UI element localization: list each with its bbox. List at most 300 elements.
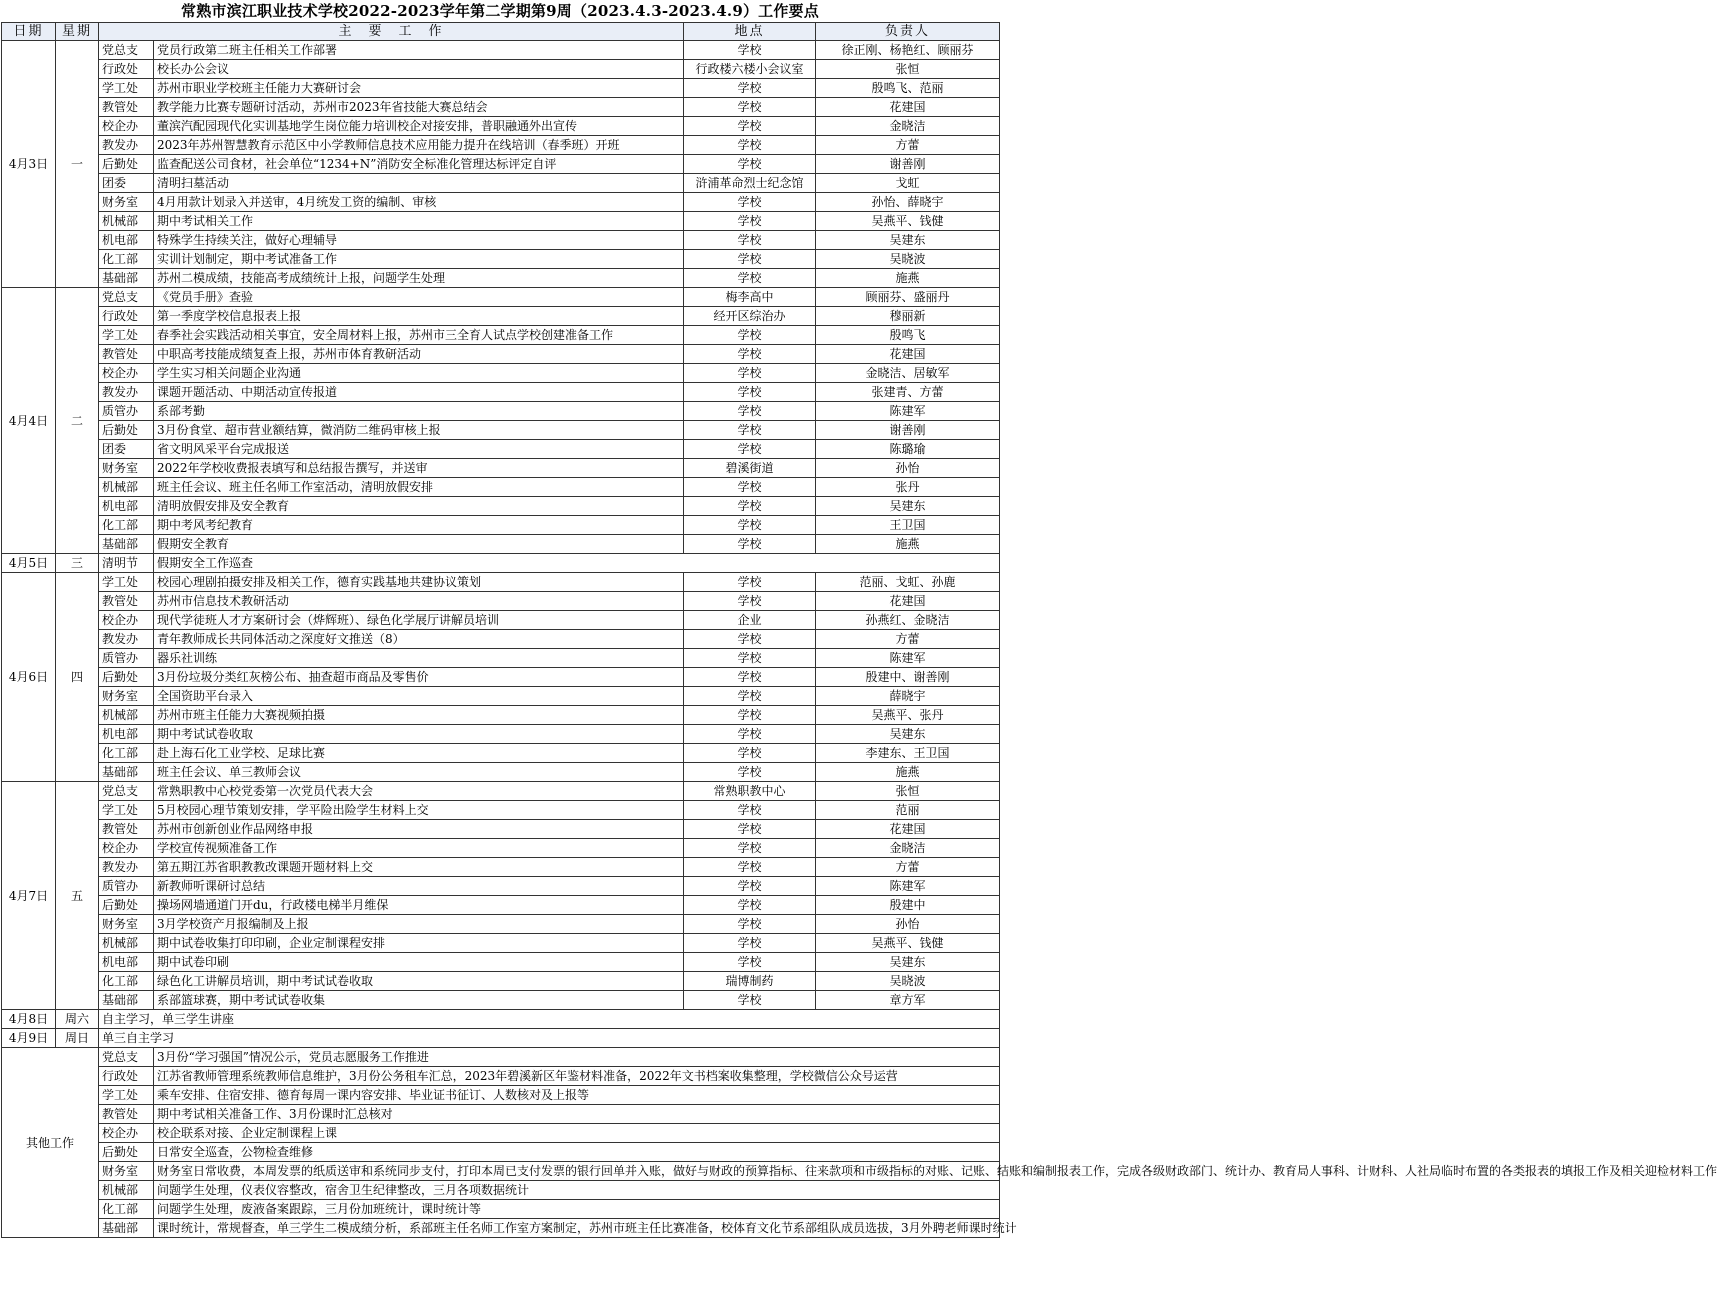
person-cell: 吴晓波 (816, 250, 1000, 269)
header-row (2, 23, 1000, 41)
location-cell: 企业 (684, 611, 816, 630)
location-cell: 学校 (684, 573, 816, 592)
task-cell: 3月份食堂、超市营业额结算，微消防二维码审核上报 (154, 421, 684, 440)
table-row (2, 953, 1000, 972)
task-cell: 新教师听课研讨总结 (154, 877, 684, 896)
person-cell: 殷鸣飞、范丽 (816, 79, 1000, 98)
day-date: 4月4日 (2, 288, 56, 554)
table-row (2, 1181, 1000, 1200)
table-row (2, 117, 1000, 136)
table-row (2, 573, 1000, 592)
department-cell: 质管办 (99, 649, 154, 668)
location-cell: 学校 (684, 136, 816, 155)
person-cell: 花建国 (816, 820, 1000, 839)
task-cell: 2023年苏州智慧教育示范区中小学教师信息技术应用能力提升在线培训（春季班）开班 (154, 136, 684, 155)
person-cell: 方蕾 (816, 630, 1000, 649)
table-row (2, 136, 1000, 155)
table-row (2, 858, 1000, 877)
task-cell: 监查配送公司食材，社会单位“1234+N”消防安全标准化管理达标评定自评 (154, 155, 684, 174)
person-cell: 施燕 (816, 535, 1000, 554)
table-row (2, 269, 1000, 288)
location-cell: 学校 (684, 668, 816, 687)
person-cell: 谢善刚 (816, 155, 1000, 174)
task-cell: 期中考试相关准备工作、3月份课时汇总核对 (154, 1105, 1000, 1124)
task-cell: 系部篮球赛，期中考试试卷收集 (154, 991, 684, 1010)
location-cell: 学校 (684, 535, 816, 554)
task-cell: 财务室日常收费，本周发票的纸质送审和系统同步支付，打印本周已支付发票的银行回单并入账，做好与财政的预算指标、往来款项和市级指标的对账、记账、结账和编制报表工作，完成各级财政部门、统计办、教育局人事科、计财科、人社局临时布置的各类报表的填报工作及相关迎检材料工作 (154, 1162, 1000, 1181)
department-cell: 机电部 (99, 231, 154, 250)
department-cell: 财务室 (99, 915, 154, 934)
department-cell: 教发办 (99, 858, 154, 877)
task-cell: 期中考试相关工作 (154, 212, 684, 231)
table-row (2, 440, 1000, 459)
table-row (2, 535, 1000, 554)
department-cell: 质管办 (99, 877, 154, 896)
location-cell: 学校 (684, 250, 816, 269)
person-cell: 李建东、王卫国 (816, 744, 1000, 763)
person-cell: 施燕 (816, 269, 1000, 288)
department-cell: 后勤处 (99, 896, 154, 915)
task-cell: 期中试卷收集打印印刷，企业定制课程安排 (154, 934, 684, 953)
table-row (2, 915, 1000, 934)
table-row (2, 478, 1000, 497)
department-cell: 校企办 (99, 611, 154, 630)
department-cell: 基础部 (99, 1219, 154, 1238)
task-cell: 青年教师成长共同体活动之深度好文推送（8） (154, 630, 684, 649)
person-cell: 张建青、方蕾 (816, 383, 1000, 402)
day-weekday: 周六 (56, 1010, 99, 1029)
location-cell: 学校 (684, 801, 816, 820)
department-cell: 教管处 (99, 592, 154, 611)
task-cell: 校园心理剧拍摄安排及相关工作，德育实践基地共建协议策划 (154, 573, 684, 592)
person-cell: 吴建东 (816, 725, 1000, 744)
table-row (2, 231, 1000, 250)
location-cell: 学校 (684, 991, 816, 1010)
task-cell: 问题学生处理，仪表仪容整改，宿舍卫生纪律整改，三月各项数据统计 (154, 1181, 1000, 1200)
table-row (2, 934, 1000, 953)
task-cell: 5月校园心理节策划安排，学平险出险学生材料上交 (154, 801, 684, 820)
location-cell: 学校 (684, 155, 816, 174)
table-row (2, 307, 1000, 326)
person-cell: 章方军 (816, 991, 1000, 1010)
table-row (2, 706, 1000, 725)
location-cell: 碧溪街道 (684, 459, 816, 478)
department-cell: 财务室 (99, 193, 154, 212)
department-cell: 学工处 (99, 326, 154, 345)
location-cell: 学校 (684, 630, 816, 649)
day-date: 4月9日 (2, 1029, 56, 1048)
task-cell: 常熟职教中心校党委第一次党员代表大会 (154, 782, 684, 801)
department-cell: 后勤处 (99, 155, 154, 174)
department-cell: 校企办 (99, 839, 154, 858)
department-cell: 财务室 (99, 459, 154, 478)
task-cell: 绿色化工讲解员培训，期中考试试卷收取 (154, 972, 684, 991)
person-cell: 方蕾 (816, 858, 1000, 877)
location-cell: 学校 (684, 383, 816, 402)
task-cell: 3月份垃圾分类红灰榜公布、抽查超市商品及零售价 (154, 668, 684, 687)
department-cell: 教发办 (99, 383, 154, 402)
table-row (2, 630, 1000, 649)
location-cell: 瑞博制药 (684, 972, 816, 991)
department-cell: 教管处 (99, 98, 154, 117)
table-row (2, 820, 1000, 839)
table-row (2, 801, 1000, 820)
table-row (2, 383, 1000, 402)
table-row (2, 611, 1000, 630)
task-cell: 省文明风采平台完成报送 (154, 440, 684, 459)
table-row (2, 98, 1000, 117)
other-work-label: 其他工作 (2, 1048, 99, 1238)
location-cell: 学校 (684, 934, 816, 953)
person-cell: 陈璐瑜 (816, 440, 1000, 459)
department-cell: 机械部 (99, 478, 154, 497)
department-cell: 化工部 (99, 250, 154, 269)
task-cell: 操场网墙通道门开du，行政楼电梯半月维保 (154, 896, 684, 915)
department-cell: 机械部 (99, 706, 154, 725)
table-row (2, 763, 1000, 782)
person-cell: 孙怡 (816, 915, 1000, 934)
department-cell: 党总支 (99, 782, 154, 801)
department-cell: 财务室 (99, 687, 154, 706)
schedule-body (2, 41, 1717, 1238)
person-cell: 方蕾 (816, 136, 1000, 155)
task-cell: 中职高考技能成绩复查上报，苏州市体育教研活动 (154, 345, 684, 364)
table-row (2, 193, 1000, 212)
task-cell: 3月学校资产月报编制及上报 (154, 915, 684, 934)
table-row (2, 649, 1000, 668)
person-cell: 吴建东 (816, 497, 1000, 516)
person-cell: 陈建军 (816, 402, 1000, 421)
table-row (2, 516, 1000, 535)
person-cell: 张恒 (816, 782, 1000, 801)
location-cell: 经开区综治办 (684, 307, 816, 326)
table-row (2, 877, 1000, 896)
task-cell: 期中考风考纪教育 (154, 516, 684, 535)
department-cell: 党总支 (99, 1048, 154, 1067)
table-row (2, 174, 1000, 193)
location-cell: 学校 (684, 725, 816, 744)
day-weekday: 二 (56, 288, 99, 554)
task-cell: 2022年学校收费报表填写和总结报告撰写，并送审 (154, 459, 684, 478)
person-cell: 范丽、戈虹、孙鹿 (816, 573, 1000, 592)
department-cell: 校企办 (99, 364, 154, 383)
task-cell: 4月用款计划录入并送审，4月统发工资的编制、审核 (154, 193, 684, 212)
person-cell: 殷鸣飞 (816, 326, 1000, 345)
location-cell: 学校 (684, 269, 816, 288)
task-cell: 清明放假安排及安全教育 (154, 497, 684, 516)
table-row (2, 345, 1000, 364)
schedule-table (1, 22, 1717, 1238)
table-row (2, 725, 1000, 744)
department-cell: 学工处 (99, 79, 154, 98)
department-cell: 教管处 (99, 345, 154, 364)
department-cell: 党总支 (99, 288, 154, 307)
location-cell: 学校 (684, 41, 816, 60)
person-cell: 戈虹 (816, 174, 1000, 193)
department-cell: 团委 (99, 174, 154, 193)
day-weekday: 周日 (56, 1029, 99, 1048)
task-cell: 春季社会实践活动相关事宜，安全周材料上报，苏州市三全育人试点学校创建准备工作 (154, 326, 684, 345)
location-cell: 学校 (684, 345, 816, 364)
table-row (2, 554, 1000, 573)
person-cell: 顾丽芬、盛丽丹 (816, 288, 1000, 307)
department-cell: 学工处 (99, 573, 154, 592)
table-row (2, 288, 1000, 307)
person-cell: 穆丽新 (816, 307, 1000, 326)
location-cell: 学校 (684, 953, 816, 972)
department-cell: 机械部 (99, 1181, 154, 1200)
task-cell: 第五期江苏省职教教改课题开题材料上交 (154, 858, 684, 877)
location-cell: 学校 (684, 896, 816, 915)
person-cell: 花建国 (816, 592, 1000, 611)
header-weekday: 星期 (56, 23, 99, 41)
day-date: 4月8日 (2, 1010, 56, 1029)
person-cell: 孙燕红、金晓洁 (816, 611, 1000, 630)
location-cell: 行政楼六楼小会议室 (684, 60, 816, 79)
person-cell: 陈建军 (816, 877, 1000, 896)
department-cell: 后勤处 (99, 421, 154, 440)
department-cell: 机电部 (99, 725, 154, 744)
task-cell: 单三自主学习 (99, 1029, 1000, 1048)
table-row (2, 1029, 1000, 1048)
task-cell: 假期安全工作巡查 (154, 554, 1000, 573)
person-cell: 徐正刚、杨艳红、顾丽芬 (816, 41, 1000, 60)
task-cell: 全国资助平台录入 (154, 687, 684, 706)
person-cell: 吴燕平、钱健 (816, 212, 1000, 231)
location-cell: 学校 (684, 497, 816, 516)
department-cell: 校企办 (99, 1124, 154, 1143)
header-date: 日期 (2, 23, 56, 41)
table-row (2, 839, 1000, 858)
day-date: 4月6日 (2, 573, 56, 782)
day-date: 4月5日 (2, 554, 56, 573)
table-row (2, 782, 1000, 801)
task-cell: 教学能力比赛专题研讨活动，苏州市2023年省技能大赛总结会 (154, 98, 684, 117)
department-cell: 基础部 (99, 763, 154, 782)
person-cell: 吴晓波 (816, 972, 1000, 991)
person-cell: 吴建东 (816, 953, 1000, 972)
person-cell: 孙怡 (816, 459, 1000, 478)
header-person: 负责人 (816, 23, 1000, 41)
table-row (2, 1162, 1000, 1181)
task-cell: 苏州市创新创业作品网络申报 (154, 820, 684, 839)
department-cell: 化工部 (99, 1200, 154, 1219)
day-weekday: 三 (56, 554, 99, 573)
department-cell: 后勤处 (99, 1143, 154, 1162)
location-cell: 学校 (684, 592, 816, 611)
person-cell: 张恒 (816, 60, 1000, 79)
task-cell: 课时统计，常规督查，单三学生二模成绩分析，系部班主任名师工作室方案制定，苏州市班主任比赛准备，校体育文化节系部组队成员选拔，3月外聘老师课时统计 (154, 1219, 1000, 1238)
location-cell: 常熟职教中心 (684, 782, 816, 801)
table-row (2, 155, 1000, 174)
table-row (2, 668, 1000, 687)
task-cell: 《党员手册》查验 (154, 288, 684, 307)
day-weekday: 五 (56, 782, 99, 1010)
department-cell: 机械部 (99, 934, 154, 953)
task-cell: 系部考勤 (154, 402, 684, 421)
department-cell: 团委 (99, 440, 154, 459)
table-row (2, 1105, 1000, 1124)
task-cell: 期中试卷印刷 (154, 953, 684, 972)
department-cell: 基础部 (99, 535, 154, 554)
location-cell: 学校 (684, 212, 816, 231)
table-row (2, 250, 1000, 269)
department-cell: 行政处 (99, 307, 154, 326)
department-cell: 机械部 (99, 212, 154, 231)
task-cell: 苏州二模成绩，技能高考成绩统计上报，问题学生处理 (154, 269, 684, 288)
department-cell: 后勤处 (99, 668, 154, 687)
department-cell: 行政处 (99, 1067, 154, 1086)
person-cell: 花建国 (816, 345, 1000, 364)
person-cell: 王卫国 (816, 516, 1000, 535)
day-date: 4月3日 (2, 41, 56, 288)
page-title: 常熟市滨江职业技术学校2022-2023学年第二学期第9周（2023.4.3-2023.4.9）工作要点 (181, 2, 819, 20)
table-row (2, 364, 1000, 383)
person-cell: 吴燕平、张丹 (816, 706, 1000, 725)
table-row (2, 497, 1000, 516)
person-cell: 张丹 (816, 478, 1000, 497)
table-row (2, 896, 1000, 915)
location-cell: 学校 (684, 440, 816, 459)
task-cell: 乘车安排、住宿安排、德育每周一课内容安排、毕业证书征订、人数核对及上报等 (154, 1086, 1000, 1105)
person-cell: 花建国 (816, 98, 1000, 117)
department-cell: 化工部 (99, 972, 154, 991)
department-cell: 化工部 (99, 516, 154, 535)
person-cell: 谢善刚 (816, 421, 1000, 440)
table-row (2, 687, 1000, 706)
task-cell: 校企联系对接、企业定制课程上课 (154, 1124, 1000, 1143)
task-cell: 特殊学生持续关注，做好心理辅导 (154, 231, 684, 250)
location-cell: 学校 (684, 364, 816, 383)
table-row (2, 972, 1000, 991)
department-cell: 教发办 (99, 136, 154, 155)
table-row (2, 1124, 1000, 1143)
day-date: 4月7日 (2, 782, 56, 1010)
person-cell: 金晓洁、居敏军 (816, 364, 1000, 383)
task-cell: 苏州市信息技术教研活动 (154, 592, 684, 611)
day-weekday: 一 (56, 41, 99, 288)
task-cell: 班主任会议、单三教师会议 (154, 763, 684, 782)
header-location: 地点 (684, 23, 816, 41)
location-cell: 学校 (684, 326, 816, 345)
holiday-cell: 清明节 (99, 554, 154, 573)
location-cell: 学校 (684, 117, 816, 136)
task-cell: 学生实习相关问题企业沟通 (154, 364, 684, 383)
person-cell: 范丽 (816, 801, 1000, 820)
table-row (2, 326, 1000, 345)
task-cell: 日常安全巡查，公物检查维修 (154, 1143, 1000, 1162)
location-cell: 学校 (684, 763, 816, 782)
table-row (2, 1200, 1000, 1219)
table-row (2, 41, 1000, 60)
location-cell: 学校 (684, 421, 816, 440)
location-cell: 学校 (684, 744, 816, 763)
person-cell: 薛晓宇 (816, 687, 1000, 706)
person-cell: 吴燕平、钱健 (816, 934, 1000, 953)
location-cell: 梅李高中 (684, 288, 816, 307)
table-row (2, 79, 1000, 98)
location-cell: 学校 (684, 706, 816, 725)
department-cell: 财务室 (99, 1162, 154, 1181)
department-cell: 基础部 (99, 991, 154, 1010)
task-cell: 苏州市班主任能力大赛视频拍摄 (154, 706, 684, 725)
task-cell: 期中考试试卷收取 (154, 725, 684, 744)
task-cell: 课题开题活动、中期活动宣传报道 (154, 383, 684, 402)
day-weekday: 四 (56, 573, 99, 782)
department-cell: 教管处 (99, 820, 154, 839)
table-row (2, 1048, 1000, 1067)
task-cell: 自主学习，单三学生讲座 (99, 1010, 1000, 1029)
department-cell: 基础部 (99, 269, 154, 288)
table-row (2, 402, 1000, 421)
table-row (2, 1219, 1000, 1238)
table-row (2, 592, 1000, 611)
location-cell: 学校 (684, 231, 816, 250)
department-cell: 行政处 (99, 60, 154, 79)
department-cell: 机电部 (99, 953, 154, 972)
location-cell: 学校 (684, 820, 816, 839)
task-cell: 第一季度学校信息报表上报 (154, 307, 684, 326)
person-cell: 殷建中 (816, 896, 1000, 915)
person-cell: 施燕 (816, 763, 1000, 782)
department-cell: 党总支 (99, 41, 154, 60)
table-row (2, 744, 1000, 763)
person-cell: 孙怡、薛晓宇 (816, 193, 1000, 212)
department-cell: 机电部 (99, 497, 154, 516)
department-cell: 教发办 (99, 630, 154, 649)
person-cell: 金晓洁 (816, 839, 1000, 858)
task-cell: 董滨汽配园现代化实训基地学生岗位能力培训校企对接安排，普职融通外出宣传 (154, 117, 684, 136)
task-cell: 党员行政第二班主任相关工作部署 (154, 41, 684, 60)
task-cell: 3月份“学习强国”情况公示，党员志愿服务工作推进 (154, 1048, 1000, 1067)
department-cell: 化工部 (99, 744, 154, 763)
location-cell: 学校 (684, 649, 816, 668)
location-cell: 学校 (684, 516, 816, 535)
location-cell: 学校 (684, 687, 816, 706)
task-cell: 校长办公会议 (154, 60, 684, 79)
task-cell: 问题学生处理，废液备案跟踪，三月份加班统计，课时统计等 (154, 1200, 1000, 1219)
table-row (2, 421, 1000, 440)
task-cell: 学校宣传视频准备工作 (154, 839, 684, 858)
location-cell: 浒浦革命烈士纪念馆 (684, 174, 816, 193)
department-cell: 学工处 (99, 1086, 154, 1105)
task-cell: 班主任会议、班主任名师工作室活动，清明放假安排 (154, 478, 684, 497)
task-cell: 江苏省教师管理系统教师信息维护，3月份公务租车汇总，2023年碧溪新区年鉴材料准备，2022年文书档案收集整理，学校微信公众号运营 (154, 1067, 1000, 1086)
table-row (2, 991, 1000, 1010)
person-cell: 吴建东 (816, 231, 1000, 250)
table-row (2, 1086, 1000, 1105)
location-cell: 学校 (684, 915, 816, 934)
task-cell: 器乐社训练 (154, 649, 684, 668)
table-row (2, 212, 1000, 231)
location-cell: 学校 (684, 839, 816, 858)
person-cell: 陈建军 (816, 649, 1000, 668)
location-cell: 学校 (684, 858, 816, 877)
table-row (2, 60, 1000, 79)
person-cell: 金晓洁 (816, 117, 1000, 136)
location-cell: 学校 (684, 98, 816, 117)
table-row (2, 1067, 1000, 1086)
task-cell: 清明扫墓活动 (154, 174, 684, 193)
location-cell: 学校 (684, 877, 816, 896)
task-cell: 实训计划制定，期中考试准备工作 (154, 250, 684, 269)
table-row (2, 459, 1000, 478)
table-row (2, 1143, 1000, 1162)
task-cell: 赴上海石化工业学校、足球比赛 (154, 744, 684, 763)
location-cell: 学校 (684, 402, 816, 421)
location-cell: 学校 (684, 193, 816, 212)
location-cell: 学校 (684, 79, 816, 98)
